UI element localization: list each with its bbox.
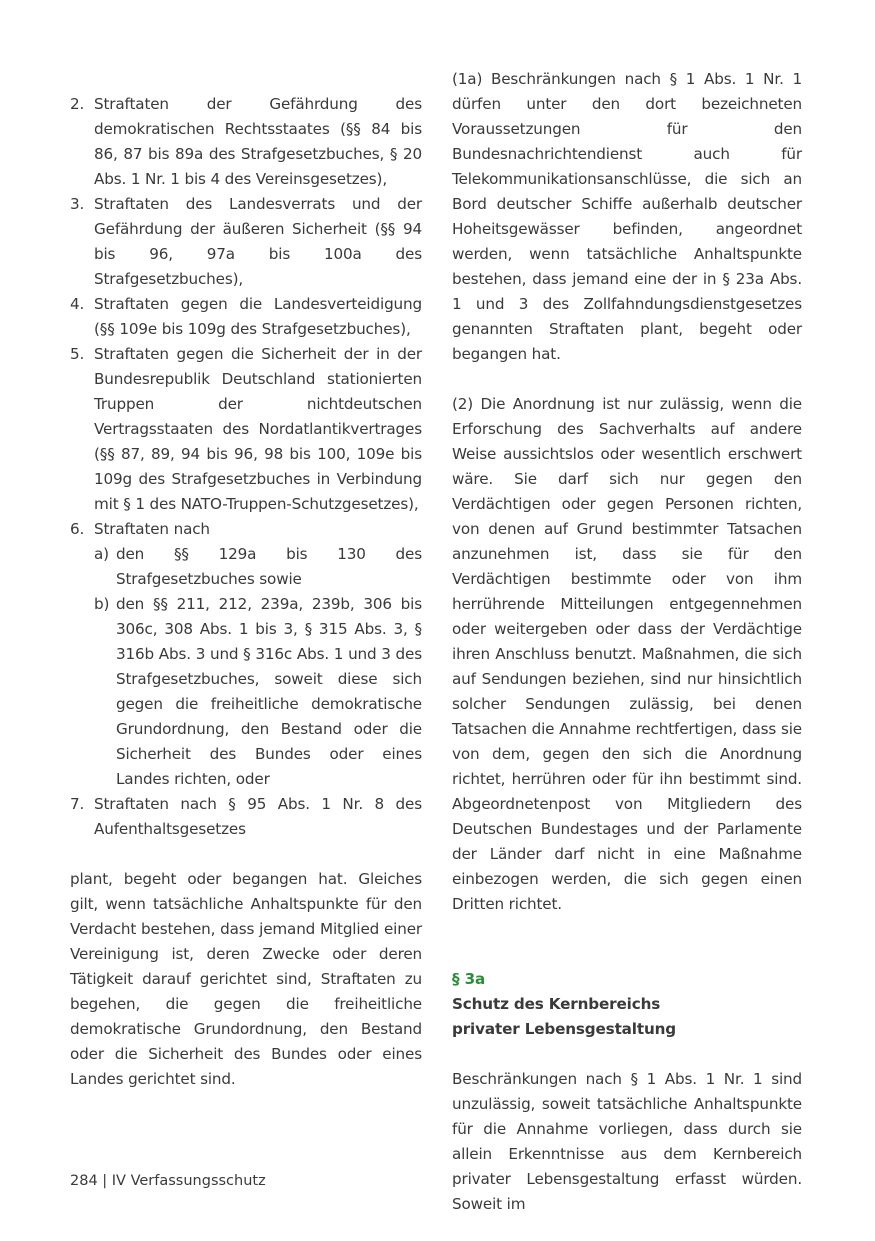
list-item: [70, 342, 422, 517]
list-number: 4.: [70, 295, 85, 313]
list-item: [70, 517, 422, 542]
list-number: 7.: [70, 795, 85, 813]
list-text: Straftaten der Gefährdung des demokratischen Rechtsstaates (§§ 84 bis 86, 87 bis 89a des Strafgesetzbuches, § 20 Abs. 1 Nr. 1 bis 4 des Vereinsgesetzes),: [94, 95, 422, 188]
list-item: [70, 92, 422, 192]
section-number: § 3a: [452, 970, 486, 988]
list-item: [70, 792, 422, 842]
list-number: 6.: [70, 520, 85, 538]
section-heading: [452, 967, 802, 1042]
sub-list-text: den §§ 211, 212, 239a, 239b, 306 bis 306c, 308 Abs. 1 bis 3, § 315 Abs. 3, § 316b Abs. 3 und § 316c Abs. 1 und 3 des Strafgesetzbuches, soweit diese sich gegen die freiheitliche demokratische Grundordnung, den Bestand oder die Sicherheit des Bundes oder eines Landes richten, oder: [116, 595, 422, 788]
list-number: 3.: [70, 195, 85, 213]
list-text: Straftaten gegen die Landesverteidigung (§§ 109e bis 109g des Strafgesetzbuches),: [94, 295, 422, 338]
list-number: 5.: [70, 345, 85, 363]
page-footer: 284 | IV Verfassungsschutz: [70, 1173, 266, 1189]
sub-list-item: [94, 592, 422, 792]
sub-list-letter: b): [94, 595, 110, 613]
list-item: [70, 292, 422, 342]
closing-paragraph: plant, begeht oder begangen hat. Gleiches gilt, wenn tatsächliche Anhaltspunkte für den Verdacht bestehen, dass jemand Mitglied einer Vereinigung ist, deren Zwecke oder deren Tätigkeit darauf gerichtet sind, Straftaten zu begehen, die gegen die freiheitliche demokratische Grundordnung, den Bestand oder die Sicherheit des Bundes oder eines Landes gerichtet sind.: [70, 870, 422, 1088]
list-number: 2.: [70, 95, 85, 113]
section-title-line-1: Schutz des Kernbereichs: [452, 995, 661, 1013]
sub-list-item: [94, 542, 422, 592]
list-item: [70, 192, 422, 292]
paragraph-3a-1: Beschränkungen nach § 1 Abs. 1 Nr. 1 sind unzulässig, soweit tatsächliche Anhaltspunkte für die Annahme vorliegen, dass durch sie allein Erkenntnisse aus dem Kernbereich privater Lebensgestaltung erfasst würden. Soweit im: [452, 1070, 802, 1213]
paragraph-2: (2) Die Anordnung ist nur zulässig, wenn die Erforschung des Sachverhalts auf andere Weise aussichtslos oder wesentlich erschwert wäre. Sie darf sich nur gegen den Verdächtigen oder gegen Personen richten, von denen auf Grund bestimmter Tatsachen anzunehmen ist, dass sie für den Verdächtigen bestimmte oder von ihm herrührende Mitteilungen entgegennehmen oder weitergeben oder dass der Verdächtige ihren Anschluss benutzt. Maßnahmen, die sich auf Sendungen beziehen, sind nur hinsichtlich solcher Sendungen zulässig, bei denen Tatsachen die Annahme rechtfertigen, dass sie von dem, gegen den sich die Anordnung richtet, herrühren oder für ihn bestimmt sind. Abgeordnetenpost von Mitgliedern des Deutschen Bundestages und der Parlamente der Länder darf nicht in eine Maßnahme einbezogen werden, die sich gegen einen Dritten richtet.: [452, 395, 802, 913]
sub-list-letter: a): [94, 545, 109, 563]
list-text: Straftaten des Landesverrats und der Gefährdung der äußeren Sicherheit (§§ 94 bis 96, 97a bis 100a des Strafgesetzbuches),: [94, 195, 422, 288]
right-column: [452, 67, 802, 1217]
section-title-line-2: privater Lebensgestaltung: [452, 1020, 676, 1038]
left-column: [70, 92, 422, 1092]
list-text: Straftaten nach: [94, 520, 210, 538]
list-text: Straftaten gegen die Sicherheit der in der Bundesrepublik Deutschland stationierten Truppen der nichtdeutschen Vertragsstaaten des Nordatlantikvertrages (§§ 87, 89, 94 bis 96, 98 bis 100, 109e bis 109g des Strafgesetzbuches in Verbindung mit § 1 des NATO-Truppen-Schutzgesetzes),: [94, 345, 422, 513]
paragraph-1a: (1a) Beschränkungen nach § 1 Abs. 1 Nr. 1 dürfen unter den dort bezeichneten Voraussetzungen für den Bundesnachrichtendienst auch für Telekommunikationsanschlüsse, die sich an Bord deutscher Schiffe außerhalb deutscher Hoheitsgewässer befinden, angeordnet werden, wenn tatsächliche Anhaltspunkte bestehen, dass jemand eine der in § 23a Abs. 1 und 3 des Zollfahndungsdienstgesetzes genannten Straftaten plant, begeht oder begangen hat.: [452, 70, 802, 363]
list-text: Straftaten nach § 95 Abs. 1 Nr. 8 des Aufenthaltsgesetzes: [94, 795, 422, 838]
sub-list-text: den §§ 129a bis 130 des Strafgesetzbuches sowie: [116, 545, 422, 588]
